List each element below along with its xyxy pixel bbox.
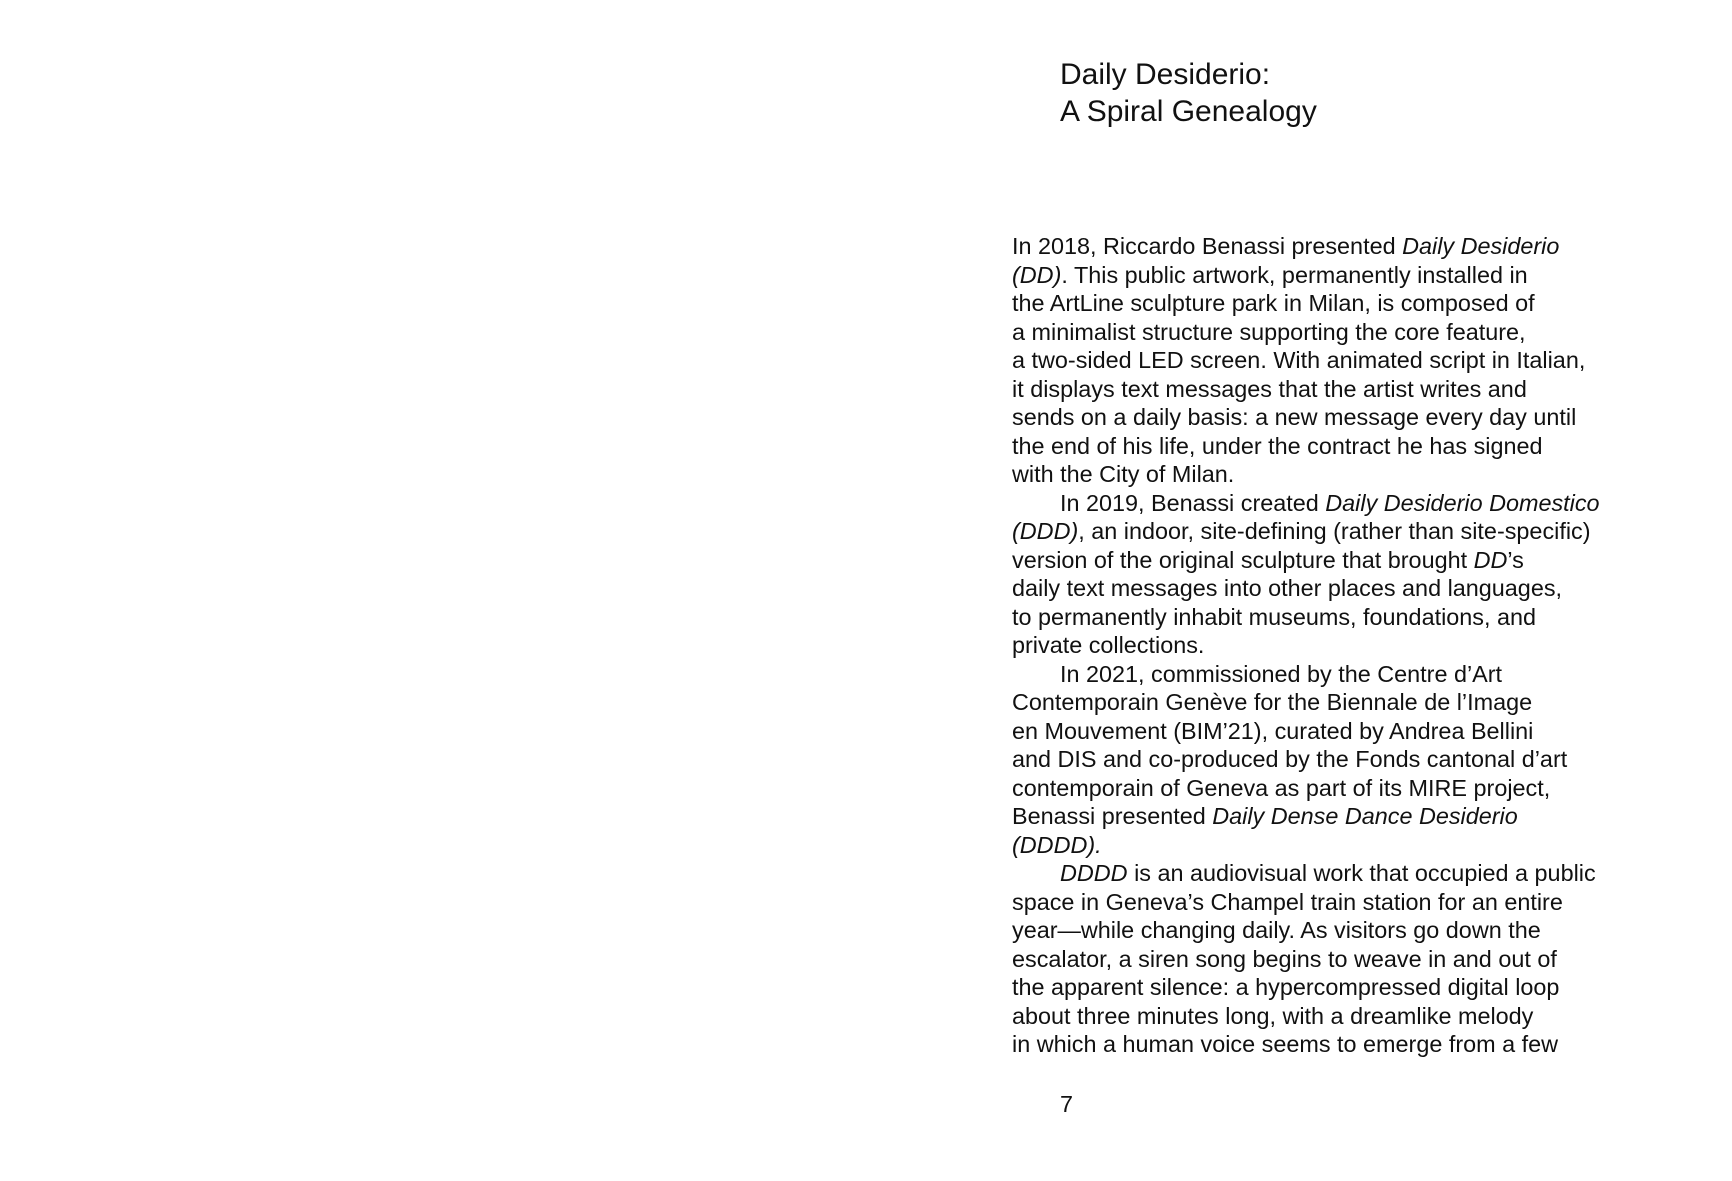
body-line [1012,289,1672,318]
body-line [1012,916,1672,945]
body-text-run: the ArtLine sculpture park in Milan, is composed of [1012,290,1535,316]
right-page [866,0,1732,1181]
body-text [1012,232,1672,1059]
body-line [1012,1030,1672,1059]
body-line [1012,432,1672,461]
italic-title-text: (DDDD). [1012,831,1102,858]
body-line [1012,802,1672,831]
body-line [1012,745,1672,774]
body-text-run: sends on a daily basis: a new message every day until [1012,404,1577,430]
body-text-run: version of the original sculpture that brought [1012,546,1474,573]
body-line [1012,546,1672,575]
italic-title-text: (DDD) [1012,518,1079,544]
body-text-run: In 2019, Benassi created [1060,489,1326,516]
italic-title-text: DD [1473,546,1508,573]
body-line [1012,517,1672,546]
italic-title-text: Daily Dense Dance Desiderio [1212,803,1518,829]
body-text-run: the end of his life, under the contract he has signed [1012,432,1543,459]
italic-title-text: (DD) [1012,261,1062,288]
body-line [1012,774,1672,803]
body-line [1012,489,1672,518]
body-text-run: and DIS and co-produced by the Fonds cantonal d’art [1012,746,1568,772]
body-text-run: . This public artwork, permanently installed in [1061,261,1528,288]
body-line [1012,261,1672,290]
body-line [1012,888,1672,917]
italic-title-text: Daily Desiderio [1402,233,1560,259]
body-line [1012,660,1672,689]
italic-title-text: DDDD [1060,860,1128,886]
body-text-run: ’s [1507,546,1524,573]
chapter-title-line-1: Daily Desiderio: [1060,58,1271,91]
chapter-title [1060,56,1317,130]
page-number: 7 [1060,1091,1074,1117]
body-line [1012,717,1672,746]
body-text-run: , an indoor, site-defining (rather than site-specific) [1078,518,1591,544]
body-line [1012,1002,1672,1031]
body-line [1012,375,1672,404]
body-text-run: space in Geneva’s Champel train station for an entire [1012,888,1563,915]
body-text-run: in which a human voice seems to emerge from a few [1012,1031,1559,1057]
body-text-run: to permanently inhabit museums, foundations, and [1012,603,1537,630]
body-text-run: Contemporain Genève for the Biennale de l’Image [1012,689,1533,715]
italic-title-text: Daily Desiderio Domestico [1325,489,1600,516]
body-text-run: In 2021, commissioned by the Centre d’Art [1060,660,1503,687]
body-line [1012,574,1672,603]
body-line [1012,232,1672,261]
body-text-run: with the City of Milan. [1012,461,1235,487]
body-line [1012,945,1672,974]
chapter-title-line-2: A Spiral Genealogy [1060,95,1317,128]
body-text-run: escalator, a siren song begins to weave in and out of [1012,945,1557,972]
body-line [1012,318,1672,347]
body-line [1012,403,1672,432]
body-text-run: the apparent silence: a hypercompressed digital loop [1012,974,1560,1000]
body-text-run: it displays text messages that the artist writes and [1012,375,1527,402]
body-line [1012,631,1672,660]
body-line [1012,973,1672,1002]
body-line [1012,831,1672,860]
body-text-run: is an audiovisual work that occupied a public [1127,860,1596,886]
body-line [1012,460,1672,489]
body-line [1012,688,1672,717]
body-text-run: Benassi presented [1012,803,1213,829]
body-text-run: daily text messages into other places and languages, [1012,575,1563,601]
body-text-run: year—while changing daily. As visitors go down the [1012,917,1541,943]
body-line [1012,603,1672,632]
body-text-run: In 2018, Riccardo Benassi presented [1012,233,1403,259]
body-text-run: private collections. [1012,632,1205,658]
body-text-run: a minimalist structure supporting the core feature, [1012,318,1526,345]
body-text-run: about three minutes long, with a dreamlike melody [1012,1002,1534,1029]
body-text-run: a two-sided LED screen. With animated script in Italian, [1012,347,1586,373]
body-text-run: en Mouvement (BIM’21), curated by Andrea Bellini [1012,717,1534,744]
body-line [1012,859,1672,888]
body-line [1012,346,1672,375]
body-text-run: contemporain of Geneva as part of its MIRE project, [1012,774,1551,801]
